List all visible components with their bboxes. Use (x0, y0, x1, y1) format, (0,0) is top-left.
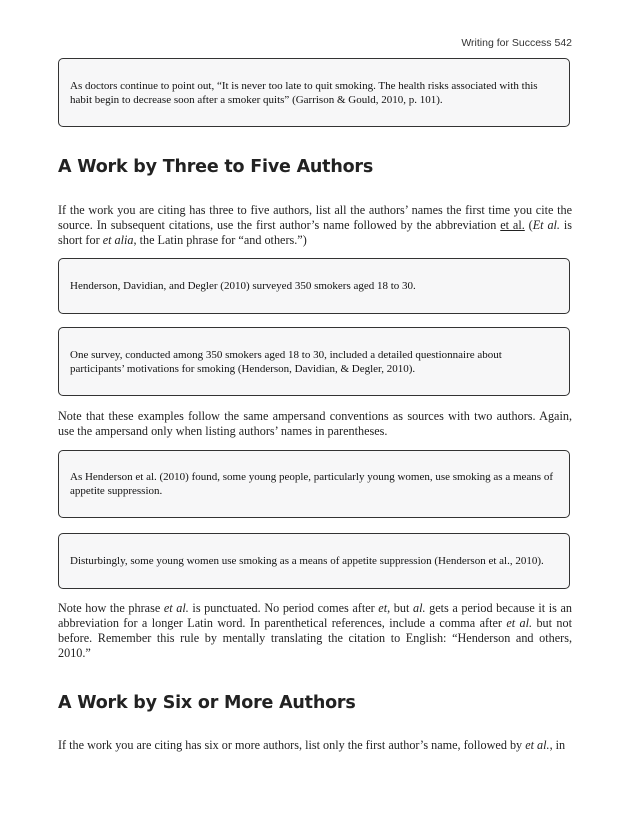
italic-term: al. (412, 601, 426, 615)
example-box-parenthetical (58, 327, 570, 396)
section-heading-three-to-five: A Work by Three to Five Authors (58, 157, 374, 177)
italic-term: et alia (102, 233, 134, 247)
example-box-et-al-narrative (58, 450, 570, 518)
paragraph-punctuation-note (58, 601, 572, 661)
italic-term: et al. (525, 738, 550, 752)
example-text: Henderson, Davidian, and Degler (2010) surveyed 350 smokers aged 18 to 30. (70, 280, 416, 292)
text-span: If the work you are citing has six or more authors, list only the first author’s name, followed by (58, 738, 526, 752)
paragraph-three-to-five-intro (58, 203, 572, 248)
italic-term: et al. (506, 616, 533, 630)
example-text: One survey, conducted among 350 smokers aged 18 to 30, included a detailed questionnaire about participants’ motivations for smoking (Henderson, Davidian, & Degler, 2010). (70, 348, 502, 375)
text-span: gets a period because it is an abbreviation for a longer Latin word. In parenthetical references, include a comma after (58, 601, 572, 630)
text-span: , in (549, 738, 566, 752)
paragraph-six-or-more-intro (58, 738, 572, 753)
page-header: Writing for Success 542 (461, 37, 572, 49)
italic-term: Et al. (532, 218, 560, 232)
example-box-et-al-parenthetical (58, 533, 570, 589)
example-box-quote (58, 58, 570, 127)
section-heading-six-or-more: A Work by Six or More Authors (58, 693, 356, 713)
text-span: , but (387, 601, 413, 615)
text-span: Note how the phrase (58, 601, 164, 615)
text-span: If the work you are citing has three to five authors, list all the authors’ names the first time you cite the source. In subsequent citations, use the first author’s name followed by the abbreviation (58, 203, 572, 232)
italic-term: et al. (163, 601, 189, 615)
text-span: , the Latin phrase for “and others.”) (133, 233, 307, 247)
text-span: is punctuated. No period comes after (188, 601, 379, 615)
example-text: Disturbingly, some young women use smoking as a means of appetite suppression (Henderson et al., 2010). (70, 555, 544, 567)
example-box-narrative (58, 258, 570, 314)
text-span: ( (524, 218, 533, 232)
example-text: As Henderson et al. (2010) found, some young people, particularly young women, use smoking as a means of appetite suppression. (70, 471, 553, 497)
et-al-link[interactable]: et al. (500, 218, 525, 232)
paragraph-ampersand-note: Note that these examples follow the same ampersand conventions as sources with two authors. Again, use the ampersand only when listing authors’ names in parentheses. (58, 409, 572, 438)
italic-term: et (378, 601, 388, 615)
text-span: but not before. Remember this rule by mentally translating the citation to English: “Henderson and others, 2010.” (58, 616, 573, 660)
example-text: As doctors continue to point out, “It is never too late to quit smoking. The health risks associated with this habit begin to decrease soon after a smoker quits” (Garrison & Gould, 2010, p. 101). (70, 79, 538, 106)
text-span: is short for (58, 218, 573, 247)
